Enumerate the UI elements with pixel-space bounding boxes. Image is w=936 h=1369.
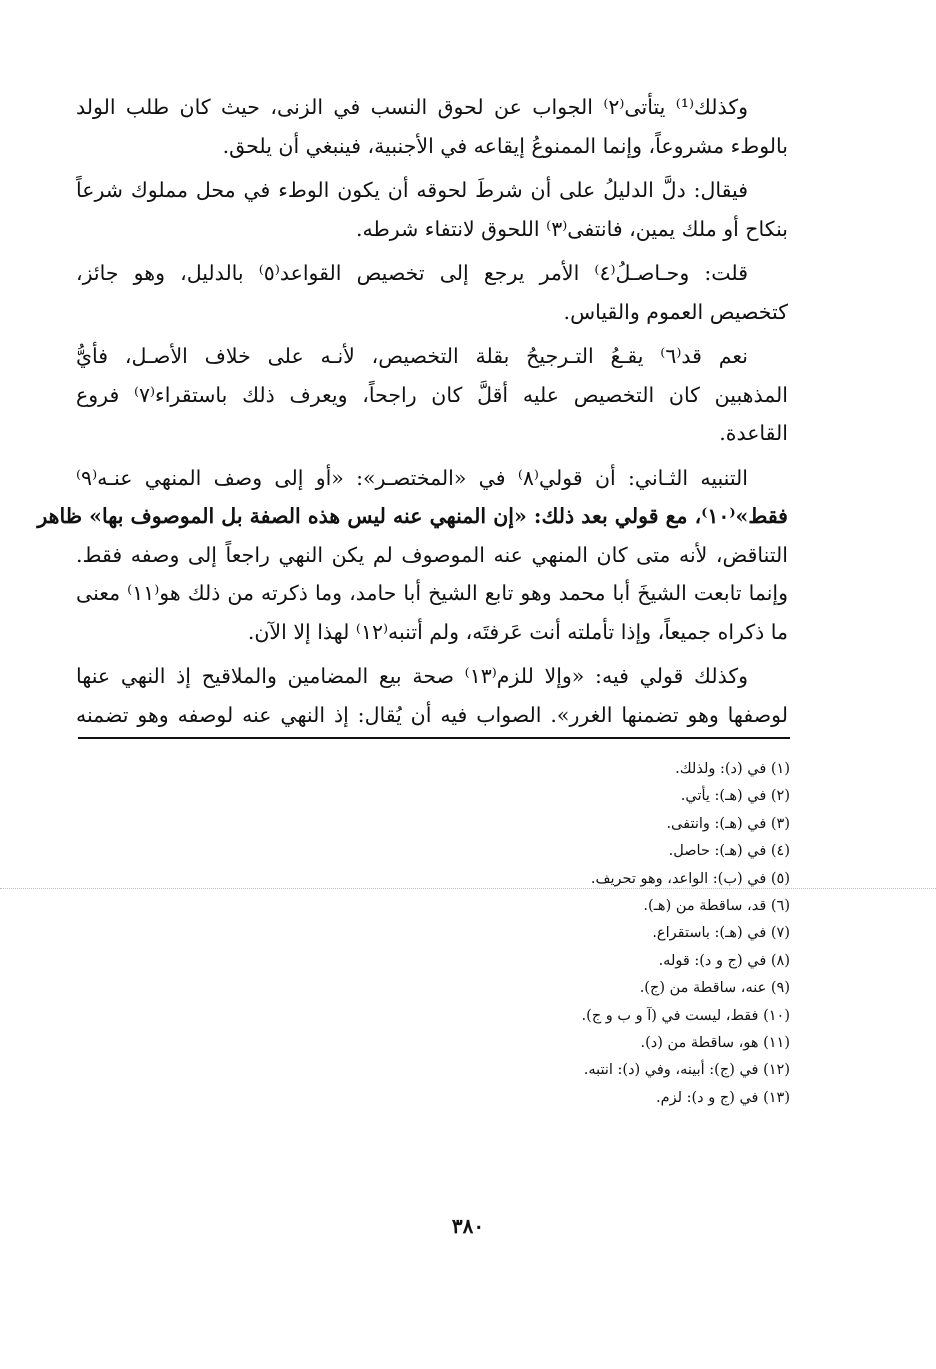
paragraph-2 [76, 171, 788, 248]
text-line: لوصفها وهو تضمنها الغرر». الصواب فيه أن يُقال: إذ النهي عنه لوصفه وهو تضمنه [76, 702, 788, 727]
footnote: (٨) في (ج و د): قوله. [658, 952, 790, 969]
footnote: (٧) في (هـ): باستقراع. [652, 925, 790, 942]
text-line: وإنما تابعت الشيخَ أبا محمد وهو تابع الشيخ أبا حامد، وما ذكرته من ذلك هو⁽١١⁾ معنى [76, 581, 789, 605]
paragraph-1 [76, 88, 788, 165]
text-line: المذهبين كان التخصيص عليه أقلَّ كان راجحاً، ويعرف ذلك باستقراء⁽٧⁾ فروع [76, 382, 789, 407]
footnote: (١٣) في (ج و د): لزم. [656, 1089, 790, 1106]
footnote: (٥) في (ب): الواعد، وهو تحريف. [590, 870, 790, 887]
text-line: ما ذكراه جميعاً، وإذا تأملته أنت عَرفتَه، ولم أتنبه⁽١٢⁾ لهذا إلا الآن. [247, 619, 788, 644]
footnote: (٢) في (هـ): يأتي. [680, 788, 790, 805]
scan-artifact-line [0, 888, 936, 889]
footnote: (١٢) في (ج): أبينه، وفي (د): انتبه. [583, 1062, 790, 1079]
footnote: (٩) عنه، ساقطة من (ج). [639, 980, 790, 997]
footnote: (٤) في (هـ): حاصل. [668, 843, 790, 860]
text-line: كتخصيص العموم والقياس. [563, 299, 788, 324]
footnote: (٦) قد، ساقطة من (هـ). [643, 898, 790, 915]
footnote: (١١) هو، ساقطة من (د). [640, 1035, 790, 1052]
footnote: (١٠) فقط، ليست في (آ و ب و ج). [581, 1007, 790, 1024]
text-line: التناقض، لأنه متى كان المنهي عنه الموصوف لم يكن النهي راجعاً إلى وصفه فقط. [76, 542, 788, 567]
text-line: نعم قد⁽٦⁾ يقـعُ التـرجيحُ بقلة التخصيص، لأنـه على خلاف الأصـل، فأيُّ [76, 344, 748, 368]
text-line: بالوطء مشروعاً، وإنما الممنوعُ إيقاعه في الأجنبية، فينبغي أن يلحق. [222, 133, 788, 158]
main-text [37, 88, 789, 740]
text-line: وكذلك⁽¹⁾ يتأتى⁽٢⁾ الجواب عن لحوق النسب في الزنى، حيث كان طلب الولد [76, 95, 748, 119]
page-number: ٣٨٠ [451, 1214, 485, 1238]
footnotes [200, 756, 790, 1112]
text-line: بنكاح أو ملك يمين، فانتفى⁽٣⁾ اللحوق لانتفاء شرطه. [355, 216, 788, 241]
footnote: (٣) في (هـ): وانتفى. [666, 815, 790, 832]
footnote-divider [78, 737, 790, 739]
text-line: وكذلك قولي فيه: «وإلا للزم⁽١٣⁾ صحة بيع المضامين والملاقيح إذ النهي عنها [76, 664, 749, 688]
paragraph-6 [76, 657, 788, 734]
text-line: قلت: وحـاصـلُ⁽٤⁾ الأمر يرجع إلى تخصيص القواعد⁽٥⁾ بالدليل، وهو جائز، [76, 261, 748, 285]
text-line: فقط»⁽١٠⁾، مع قولي بعد ذلك: «إن المنهي عنه ليس هذه الصفة بل الموصوف بها» ظاهر [37, 504, 788, 528]
footnote: (١) في (د): ولذلك. [675, 761, 790, 777]
paragraph-3 [76, 254, 788, 331]
text-line: القاعدة. [719, 421, 788, 445]
text-line: فيقال: دلَّ الدليلُ على أن شرطَ لحوقه أن يكون الوطء في محل مملوك شرعاً [76, 178, 748, 202]
paragraph-4 [76, 337, 788, 453]
text-line: التنبيه الثـاني: أن قولي⁽٨⁾ في «المختصـر»: «أو إلى وصف المنهي عنـه⁽٩⁾ [76, 465, 749, 490]
paragraph-5 [37, 459, 789, 652]
